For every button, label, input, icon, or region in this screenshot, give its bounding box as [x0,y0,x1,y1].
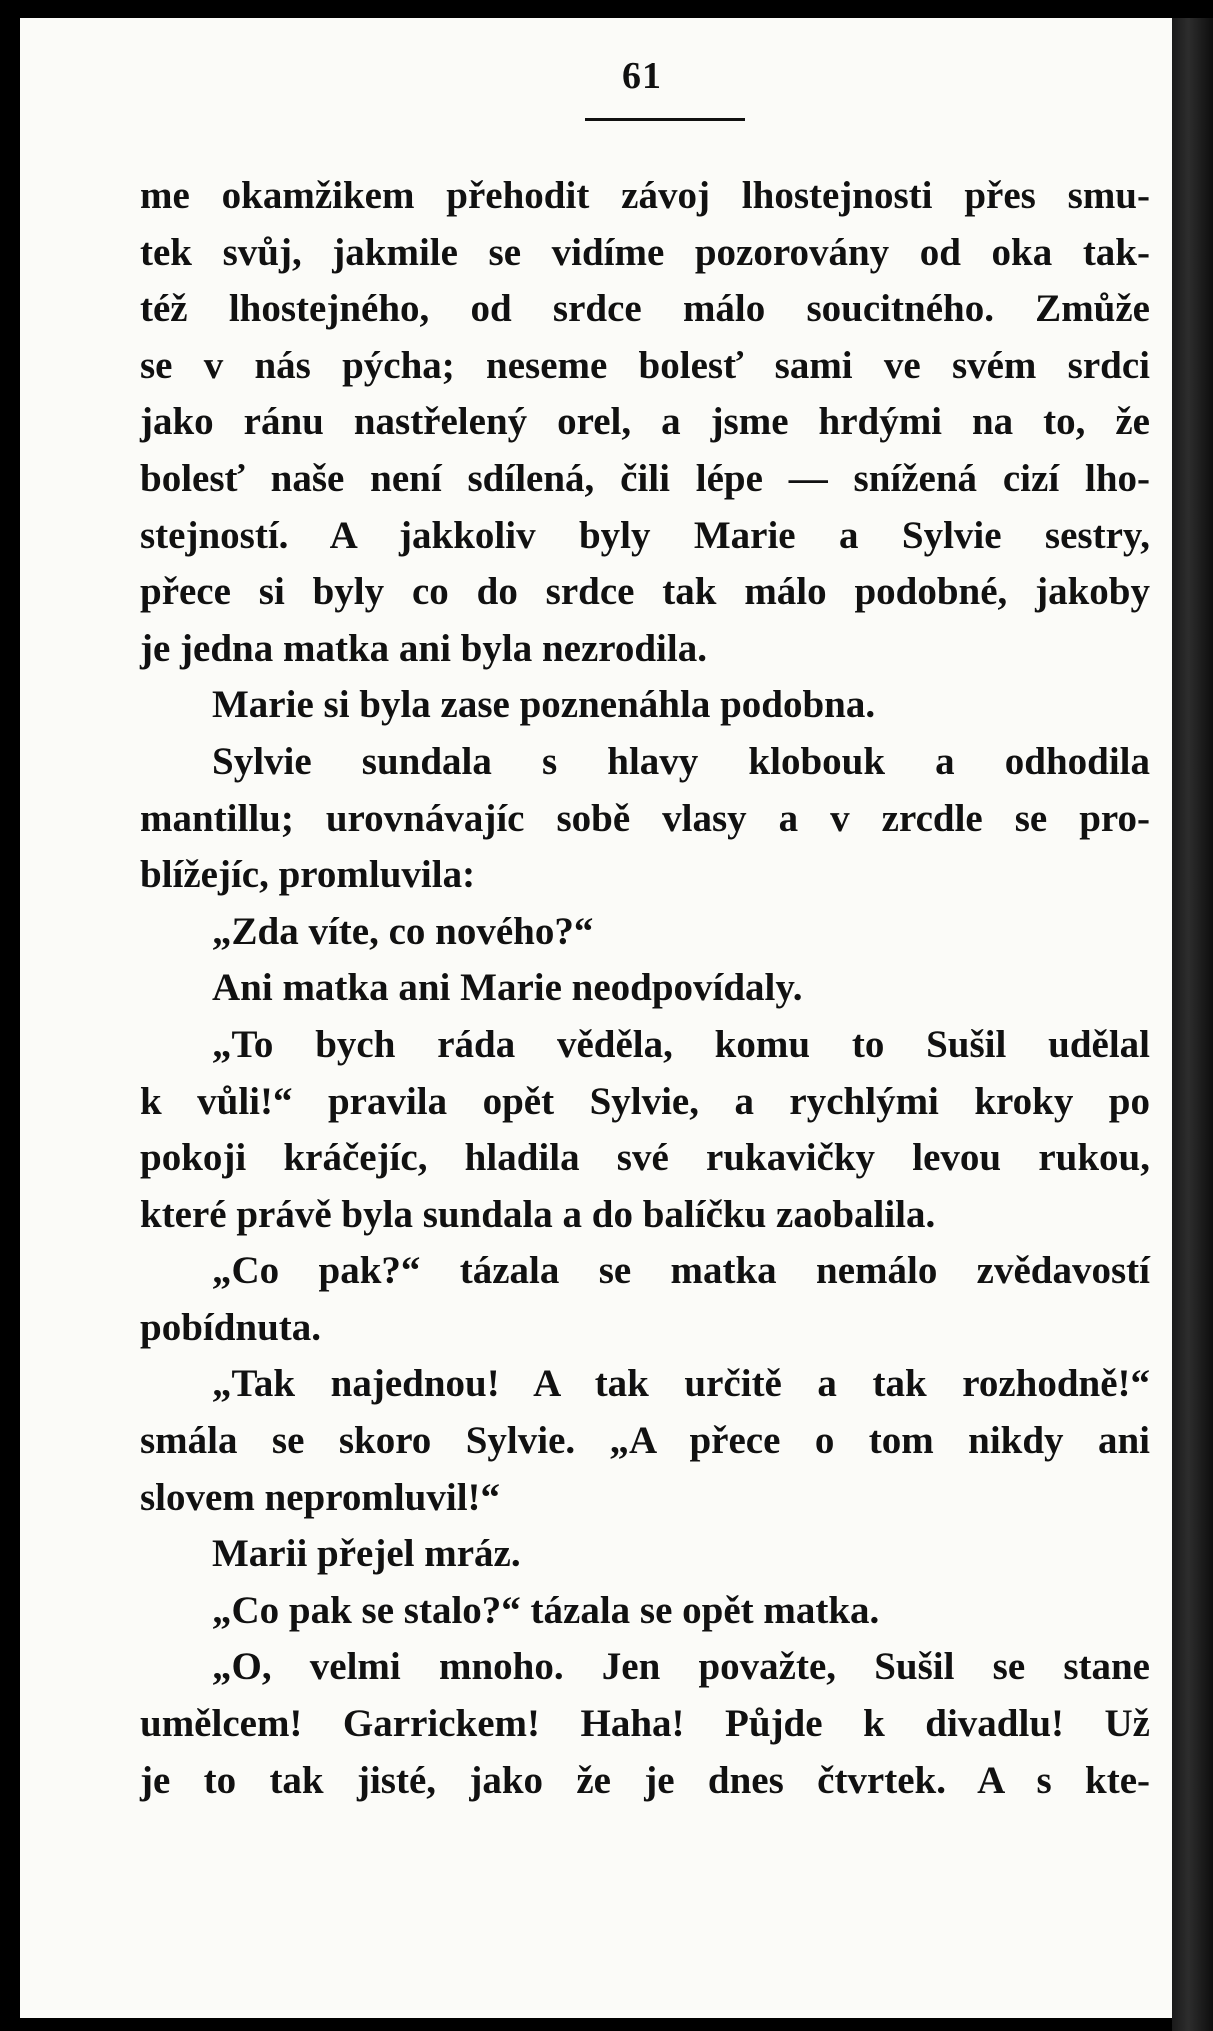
text-line: „Co pak se stalo?“ tázala se opět matka. [212,1588,880,1632]
text-line: k vůli!“ pravila opět Sylvie, a rychlými kroky po [140,1079,1150,1123]
page-number: 61 [622,55,662,97]
text-line: pokoji kráčejíc, hladila své rukavičky levou rukou, [140,1136,1150,1180]
text-line: me okamžikem přehodit závoj lhostejnosti přes smu- [140,174,1150,217]
text-line: Sylvie sundala s hlavy klobouk a odhodila [212,739,1150,783]
text-line: stejností. A jakkoliv byly Marie a Sylvie sestry, [140,513,1150,557]
text-line: „Tak najednou! A tak určitě a tak rozhodně!“ [212,1362,1150,1406]
text-line: umělcem! Garrickem! Haha! Půjde k divadlu! Už [140,1702,1150,1746]
book-edge [1172,18,1213,2031]
text-line: „O, velmi mnoho. Jen považte, Sušil se stane [212,1645,1150,1689]
page-number-rule [585,118,745,121]
text-line: Marie si byla zase poznenáhla podobna. [212,683,876,727]
text-line: které právě byla sundala a do balíčku zaobalila. [140,1192,936,1236]
book-page [20,18,1172,2018]
text-line: mantillu; urovnávajíc sobě vlasy a v zrcdle se pro- [140,796,1150,840]
text-line: blížejíc, promluvila: [140,853,476,897]
text-line: „Zda víte, co nového?“ [212,909,594,953]
text-line: smála se skoro Sylvie. „A přece o tom nikdy ani [140,1419,1150,1463]
text-line: tek svůj, jakmile se vidíme pozorovány od oka tak- [140,230,1150,274]
text-line: též lhostejného, od srdce málo soucitného. Zmůže [140,287,1150,331]
text-line: se v nás pýcha; neseme bolesť sami ve svém srdci [140,343,1150,387]
text-line: slovem nepromluvil!“ [140,1475,501,1519]
text-line: je to tak jisté, jako že je dnes čtvrtek. A s kte- [140,1758,1150,1802]
text-line: Marii přejel mráz. [212,1532,521,1576]
text-line: Ani matka ani Marie neodpovídaly. [212,966,803,1010]
text-line: „To bych ráda věděla, komu to Sušil udělal [212,1022,1150,1066]
text-line: je jedna matka ani byla nezrodila. [140,626,707,670]
text-line: „Co pak?“ tázala se matka nemálo zvědavostí [212,1249,1150,1293]
body-text [140,168,1150,1809]
text-line: jako ránu nastřelený orel, a jsme hrdými na to, že [140,400,1150,444]
text-line: pobídnuta. [140,1305,322,1349]
text-line: bolesť naše není sdílená, čili lépe — snížená cizí lho- [140,456,1150,500]
text-line: přece si byly co do srdce tak málo podobné, jakoby [140,570,1150,614]
